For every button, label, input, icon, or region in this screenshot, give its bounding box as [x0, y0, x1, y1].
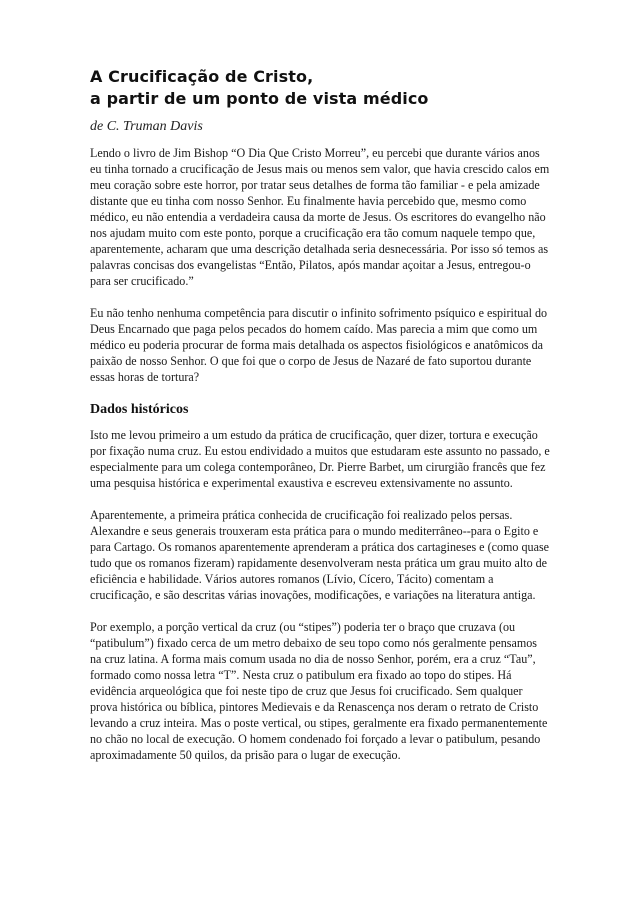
paragraph: Eu não tenho nenhuma competência para discutir o infinito sofrimento psíquico e espiritual do Deus Encarnado que paga pelos pecados do homem caído. Mas parecia a mim que como um médico eu poderia procurar de forma mais detalhada os aspectos fisiológicos e anatômicos da paixão de nosso Senhor. O que foi que o corpo de Jesus de Nazaré de fato suportou durante essas horas de tortura? — [90, 306, 548, 384]
paragraph: Isto me levou primeiro a um estudo da prática de crucificação, quer dizer, tortura e execução por fixação numa cruz. Eu estou endividado a muitos que estudaram este assunto no passado, e especialmente para um colega contemporâneo, Dr. Pierre Barbet, um cirurgião francês que fez uma pesquisa histórica e experimental exaustiva e escreveu extensivamente no assunto. — [90, 428, 550, 490]
paragraph: Aparentemente, a primeira prática conhecida de crucificação foi realizado pelos persas. Alexandre e seus generais trouxeram esta prática para o mundo mediterrâneo--para o Egito e para Cartago. Os romanos aparentemente aprenderam a prática dos cartagineses e (como quase tudo que os romanos fizeram) rapidamente desenvolveram nesta prática um grau muito alto de eficiência e habilidade. Vários autores romanos (Lívio, Cícero, Tácito) comentam a crucificação, e são descritas várias inovações, modificações, e variações na literatura antiga. — [90, 508, 550, 602]
paragraph: Por exemplo, a porção vertical da cruz (ou “stipes”) poderia ter o braço que cruzava (ou “patibulum”) fixado cerca de um metro debaixo de seu topo como nós geralmente pensamos na cruz latina. A forma mais comum usada no dia de nosso Senhor, porém, era a cruz “Tau”, formado como nossa letra “T”. Nesta cruz o patibulum era fixado ao topo do stipes. Há evidência arqueológica que foi neste tipo de cruz que Jesus foi crucificado. Sem qualquer prova histórica ou bíblica, pintores Medievais e da Renascença nos deram o retrato de Cristo levando a cruz inteira. Mas o poste vertical, ou stipes, geralmente era fixado permanentemente no chão no local de execução. O homem condenado foi forçado a levar o patibulum, pesando aproximadamente 50 quilos, da prisão para o lugar de execução. — [90, 620, 548, 762]
paragraph: Lendo o livro de Jim Bishop “O Dia Que Cristo Morreu”, eu percebi que durante vários anos eu tinha tornado a crucificação de Jesus mais ou menos sem valor, que havia crescido calos em meu coração sobre este horror, por tratar seus detalhes de forma tão familiar - e pela amizade distante que eu tinha com nosso Senhor. Eu finalmente havia percebido que, mesmo como médico, eu não entendia a verdadeira causa da morte de Jesus. Os escritores do evangelho não nos ajudam muito com este ponto, porque a crucificação era tão comum naquele tempo que, aparentemente, acharam que uma descrição detalhada seria desnecessária. Por isso só temos as palavras concisas dos evangelistas “Então, Pilatos, após mandar açoitar a Jesus, entregou-o para ser crucificado.” — [90, 146, 550, 288]
document-title — [90, 66, 550, 110]
title-line-2: a partir de um ponto de vista médico — [90, 89, 429, 108]
author-byline: de C. Truman Davis — [90, 119, 203, 134]
document-body — [90, 66, 550, 779]
title-line-1: A Crucificação de Cristo, — [90, 67, 314, 86]
section-heading: Dados históricos — [90, 402, 189, 417]
